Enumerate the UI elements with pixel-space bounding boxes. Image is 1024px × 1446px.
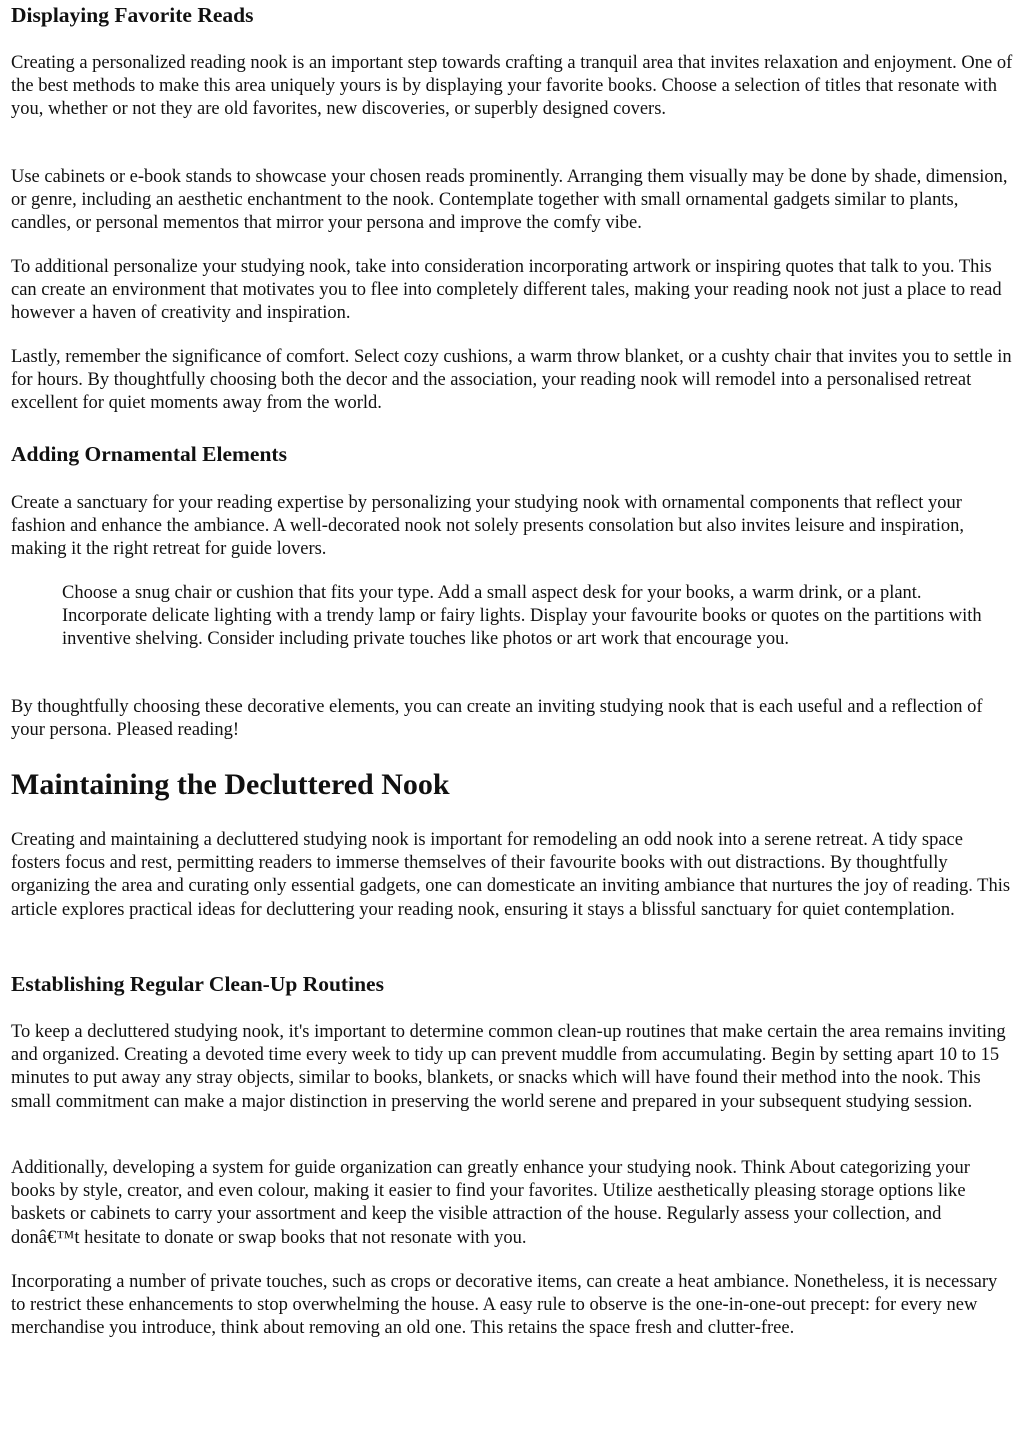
heading-displaying-favorite-reads: Displaying Favorite Reads: [11, 3, 254, 27]
heading-maintaining-decluttered-nook: Maintaining the Decluttered Nook: [11, 768, 450, 801]
paragraph-cleanup-3: Incorporating a number of private touches, such as crops or decorative items, can create a heat ambiance. Nonetheless, it is necessary to restrict these enhancements to stop overwhelming the house. A easy rule to observe is the one-in-one-out precept: for every new merchandise you introduce, think about removing an old one. This retains the space fresh and clutter-free.: [11, 1272, 998, 1339]
paragraph-favorite-1: Creating a personalized reading nook is an important step towards crafting a tranquil area that invites relaxation and enjoyment. One of the best methods to make this area uniquely yours is by displaying your favorite books. Choose a selection of titles that resonate with you, whether or not they are old favorites, new discoveries, or superbly designed covers.: [11, 53, 1013, 120]
heading-adding-ornamental-elements: Adding Ornamental Elements: [11, 442, 287, 466]
ornamental-blockquote: [62, 582, 1002, 652]
paragraph-decluttered-intro: Creating and maintaining a decluttered studying nook is important for remodeling an odd nook into a serene retreat. A tidy space fosters focus and rest, permitting readers to immerse themselves of their favourite books with out distractions. By thoughtfully organizing the area and curating only essential gadgets, one can domesticate an inviting ambiance that nurtures the joy of reading. This article explores practical ideas for decluttering your reading nook, ensuring it stays a blissful sanctuary for quiet contemplation.: [11, 830, 1011, 920]
paragraph-ornamental-intro: Create a sanctuary for your reading expertise by personalizing your studying nook with ornamental components that reflect your fashion and enhance the ambiance. A well-decorated nook not solely presents consolation but also invites leisure and inspiration, making it the right retreat for guide lovers.: [11, 493, 965, 560]
heading-establishing-clean-up-routines: Establishing Regular Clean-Up Routines: [11, 972, 384, 996]
paragraph-favorite-2: Use cabinets or e-book stands to showcase your chosen reads prominently. Arranging them visually may be done by shade, dimension, or genre, including an aesthetic enchantment to the nook. Contemplate together with small ornamental gadgets similar to plants, candles, or personal mementos that mirror your persona and improve the comfy vibe.: [11, 167, 1008, 234]
paragraph-cleanup-1: To keep a decluttered studying nook, it's important to determine common clean-up routines that make certain the area remains inviting and organized. Creating a devoted time every week to tidy up can prevent muddle from accumulating. Begin by setting apart 10 to 15 minutes to put away any stray objects, similar to books, blankets, or snacks which will have found their method into the nook. This small commitment can make a major distinction in preserving the world serene and prepared in your subsequent studying session.: [11, 1022, 1006, 1112]
paragraph-ornamental-outro: By thoughtfully choosing these decorative elements, you can create an inviting studying nook that is each useful and a reflection of your persona. Pleased reading!: [11, 697, 983, 741]
paragraph-favorite-3: To additional personalize your studying nook, take into consideration incorporating artwork or inspiring quotes that talk to you. This can create an environment that motivates you to flee into completely different tales, making your reading nook not just a place to read however a haven of creativity and inspiration.: [11, 257, 1002, 324]
blockquote-text: Choose a snug chair or cushion that fits your type. Add a small aspect desk for your books, a warm drink, or a plant. Incorporate delicate lighting with a trendy lamp or fairy lights. Display your favourite books or quotes on the partitions with inventive shelving. Consider including private touches like photos or art work that encourage you.: [62, 583, 982, 650]
paragraph-favorite-4: Lastly, remember the significance of comfort. Select cozy cushions, a warm throw blanket, or a cushty chair that invites you to settle in for hours. By thoughtfully choosing both the decor and the association, your reading nook will remodel into a personalised retreat excellent for quiet moments away from the world.: [11, 347, 1012, 414]
paragraph-cleanup-2: Additionally, developing a system for guide organization can greatly enhance your studying nook. Think About categorizing your books by style, creator, and even colour, making it easier to find your favorites. Utilize aesthetically pleasing storage options like baskets or cabinets to carry your assortment and keep the visible attraction of the house. Regularly assess your collection, and donâ€™t hesitate to donate or swap books that not resonate with you.: [11, 1158, 970, 1248]
